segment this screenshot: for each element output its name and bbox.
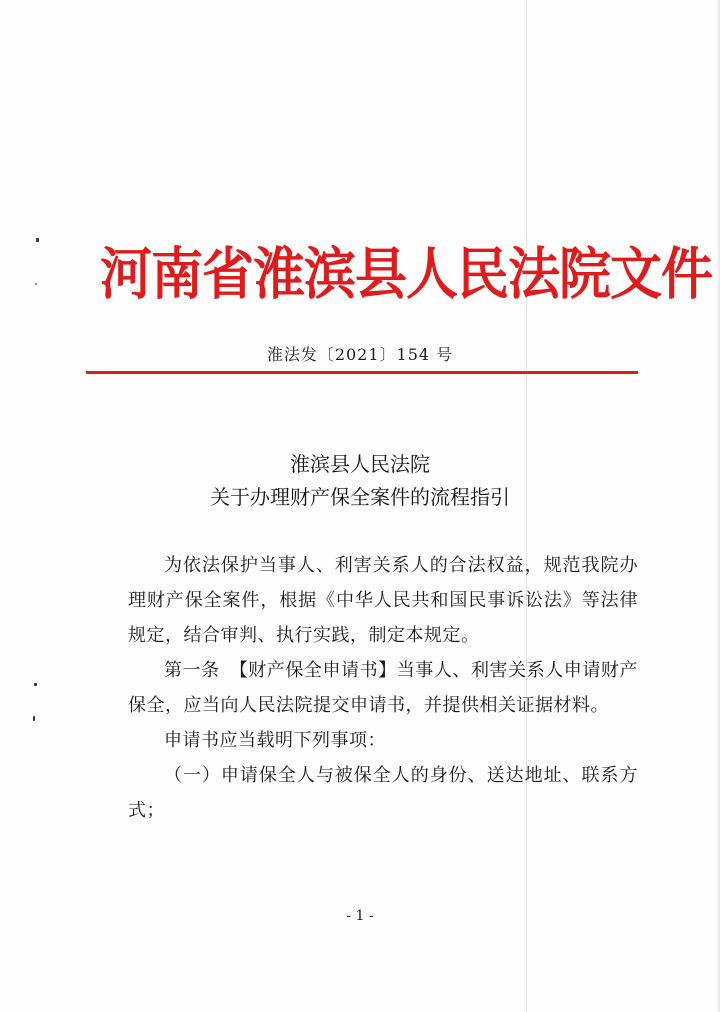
header-divider [86, 371, 638, 374]
paragraph-items-intro: 申请书应当载明下列事项： [164, 730, 386, 751]
document-header-title: 河南省淮滨县人民法院文件 [100, 241, 713, 308]
scan-speck [35, 283, 37, 285]
article-1-text: 【财产保全申请书】当事人、利害关系人申请财产保全，应当向人民法院提交申请书，并提供相关证据材料。 [128, 660, 638, 716]
paragraph-intro: 为依法保护当事人、利害关系人的合法权益，规范我院办理财产保全案件，根据《中华人民共和国民事诉讼法》等法律规定，结合审判、执行实践，制定本规定。 [128, 555, 638, 646]
document-number: 淮法发〔2021〕154 号 [266, 345, 454, 364]
paragraph-item-1: （一）申请保全人与被保全人的身份、送达地址、联系方式； [128, 765, 638, 821]
page-number: - 1 - [346, 908, 374, 924]
heading-issuer: 淮滨县人民法院 [290, 452, 430, 476]
heading-subject: 关于办理财产保全案件的流程指引 [210, 485, 510, 509]
scan-speck [34, 683, 37, 686]
scan-speck [36, 238, 39, 242]
paragraph-article-1 [128, 653, 638, 723]
scan-speck [33, 716, 35, 721]
article-1-label: 第一条 [164, 660, 220, 681]
document-body [128, 548, 638, 828]
